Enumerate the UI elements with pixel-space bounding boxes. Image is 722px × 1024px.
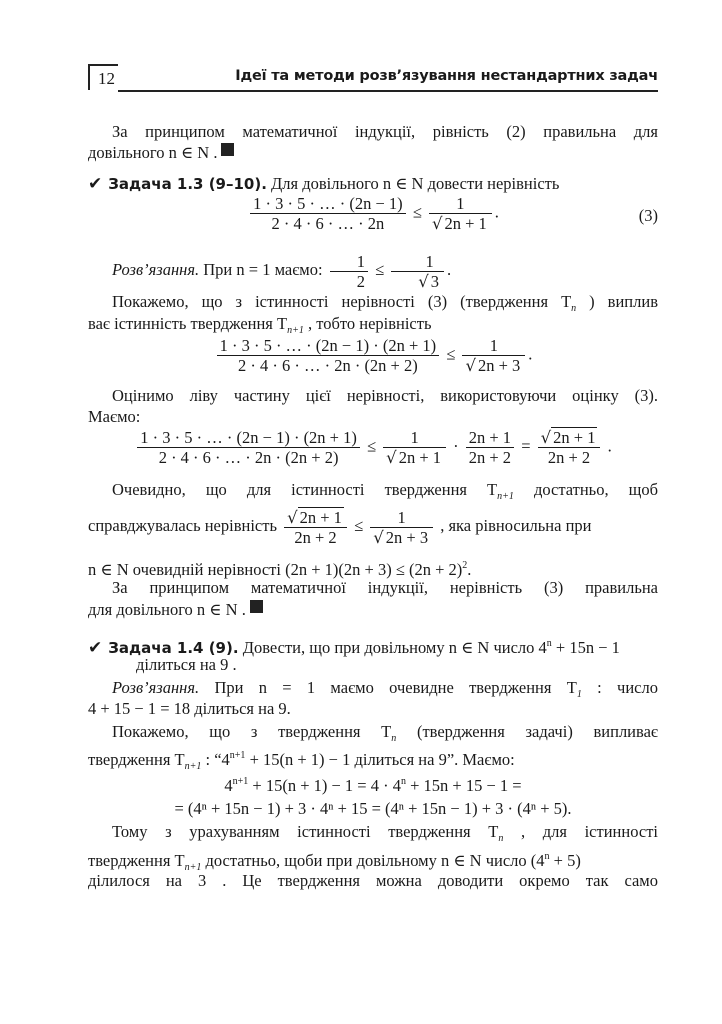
task-title: Задача 1.3 (9–10). — [108, 175, 267, 193]
page-number: 12 — [88, 64, 118, 90]
fraction: $\frac{1}{√ 2n + 3}$ — [462, 336, 525, 375]
fraction: $\frac{1 \cdot 3 \cdot 5 \cdot \dots \cdot (2n - 1) \cdot (2n + 1)}{2 \cdot 4 \cdot 6 \cdot \dots \cdot 2n \cdot (2n + 2)}$ — [217, 336, 440, 375]
sqrt-icon: √ — [465, 356, 476, 375]
paragraph-line: Оцінимо ліву частину цієї нерівності, використовуючи оцінку (3). — [112, 386, 658, 405]
paragraph-line: для довільного n ∈ N . — [88, 600, 658, 620]
running-title: Ідеї та методи розв’язування нестандартних задач — [235, 68, 658, 84]
sqrt-icon: √ — [386, 448, 397, 467]
solution-label: Розв’язання. — [112, 678, 200, 697]
sqrt-icon: √ — [431, 214, 443, 233]
header-rule — [118, 90, 658, 92]
display-formula: $\frac{1 \cdot 3 \cdot 5 \cdot \dots \cdot (2n - 1)}{2 \cdot 4 \cdot 6 \cdot \dots \cdot 2n}$ ≤ $\frac{1}{√ 2n + 1}$ . (3) — [88, 194, 658, 242]
solution-label: Розв’язання. — [112, 260, 200, 279]
task-heading — [88, 174, 658, 194]
fraction: $\frac{1 \cdot 3 \cdot 5 \cdot \dots \cdot (2n - 1) \cdot (2n + 1)}{2 \cdot 4 \cdot 6 \cdot \dots \cdot 2n \cdot (2n + 2)}$ — [137, 428, 360, 467]
paragraph-line: За принципом математичної індукції, рівність (2) правильна для — [112, 122, 658, 141]
paragraph-line: Маємо: — [88, 407, 141, 426]
checkmark-icon: ✔ — [88, 638, 103, 658]
paragraph-line: Очевидно, що для істинності твердження $T_{n+1}$ достатньо, щоб — [112, 480, 658, 502]
paragraph-line: Тому з урахуванням істинності твердження $T_n$ , для істинності — [112, 822, 658, 844]
display-formula: = (4ⁿ + 15n − 1) + 3 · 4ⁿ + 15 = (4ⁿ + 15n − 1) + 3 · (4ⁿ + 5). — [174, 799, 572, 818]
page-header — [88, 64, 658, 92]
paragraph-line: ділилося на 3 . Це твердження можна доводити окремо так само — [88, 871, 658, 890]
paragraph-line: 4 + 15 − 1 = 18 ділиться на 9. — [88, 699, 291, 718]
fraction: $\frac{1}{2}$ — [330, 252, 368, 291]
paragraph-line: твердження $T_{n+1}$ : “$4^{n+1} + 15(n + 1) - 1$ ділиться на 9”. Маємо: — [88, 750, 515, 772]
task-statement: Для довільного n ∈ N довести нерівність — [266, 174, 560, 193]
solution-line: Розв’язання. При n = 1 маємо: $\frac{1}{2}$ ≤ $\frac{1}{√ 3}$ . — [112, 251, 452, 291]
fraction: $\frac{1 \cdot 3 \cdot 5 \cdot \dots \cdot (2n - 1)}{2 \cdot 4 \cdot 6 \cdot \dots \cdot 2n}$ — [250, 194, 406, 233]
task-title: Задача 1.4 (9). — [108, 639, 239, 657]
fraction: $\frac{1}{√ 2n + 1}$ — [429, 194, 492, 233]
fraction: $\frac{1}{√ 3}$ — [391, 252, 444, 291]
paragraph-line: довільного n ∈ N . — [88, 143, 658, 163]
paragraph-line: справджувалась нерівність $\frac{√ 2n + 1}{2n + 2}$ ≤ $\frac{1}{√ 2n + 3}$ , яка рівносильна при — [88, 507, 592, 547]
paragraph-line: Покажемо, що з істинності нерівності (3) (твердження $T_n$ ) виплив — [112, 292, 658, 314]
sqrt-icon: √ — [373, 527, 384, 547]
fraction: $\frac{√ 2n + 1}{2n + 2}$ — [538, 428, 601, 467]
display-formula: $\frac{1 \cdot 3 \cdot 5 \cdot \dots \cdot (2n - 1) \cdot (2n + 1)}{2 \cdot 4 \cdot 6 \cdot \dots \cdot 2n \cdot (2n + 2)}$ ≤ $\frac{1}{√ 2n + 1}$ · $\frac{2n + 1}{2n + 2}$ = $\frac{√ 2n + 1}{2n + 2}$ . — [88, 428, 658, 476]
paragraph-line: ділиться на 9 . — [136, 655, 237, 674]
sqrt-icon: √ — [287, 507, 298, 527]
sqrt-icon: √ — [540, 428, 552, 447]
display-formula: $4^{n+1} + 15(n + 1) - 1 = 4 \cdot 4^n + 15n + 15 - 1$ = — [224, 776, 522, 795]
checkmark-icon: ✔ — [88, 174, 103, 194]
paragraph-line: n ∈ N очевидній нерівності $(2n + 1)(2n + 3) \le (2n + 2)^2$. — [88, 560, 472, 579]
display-formula: $\frac{1 \cdot 3 \cdot 5 \cdot \dots \cdot (2n - 1) \cdot (2n + 1)}{2 \cdot 4 \cdot 6 \cdot \dots \cdot 2n \cdot (2n + 2)}$ ≤ $\frac{1}{√ 2n + 3}$ . — [88, 336, 658, 384]
paragraph-line: ває істинність твердження $T_{n+1}$ , тобто нерівність — [88, 314, 432, 336]
qed-square-icon — [221, 143, 234, 156]
fraction: $\frac{1}{√ 2n + 3}$ — [370, 508, 433, 547]
sqrt-icon: √ — [418, 271, 429, 291]
fraction: $\frac{1}{√ 2n + 1}$ — [383, 428, 446, 467]
task-heading: ✔ Задача 1.4 (9). Довести, що при довільному n ∈ N число $4^n + 15n - 1$ — [88, 638, 620, 658]
paragraph-line: Покажемо, що з твердження $T_n$ (твердження задачі) випливає — [112, 722, 658, 744]
paragraph-line: За принципом математичної індукції, нерівність (3) правильна — [112, 578, 658, 597]
fraction: $\frac{2n + 1}{2n + 2}$ — [466, 428, 514, 467]
paragraph-line: твердження $T_{n+1}$ достатньо, щоби при довільному n ∈ N число $(4^n + 5)$ — [88, 851, 581, 873]
solution-line: Розв’язання. При n = 1 маємо очевидне твердження $T_1$ : число — [112, 678, 658, 700]
equation-number: (3) — [638, 206, 658, 225]
qed-square-icon — [250, 600, 263, 613]
fraction: $\frac{√ 2n + 1}{2n + 2}$ — [284, 508, 347, 547]
